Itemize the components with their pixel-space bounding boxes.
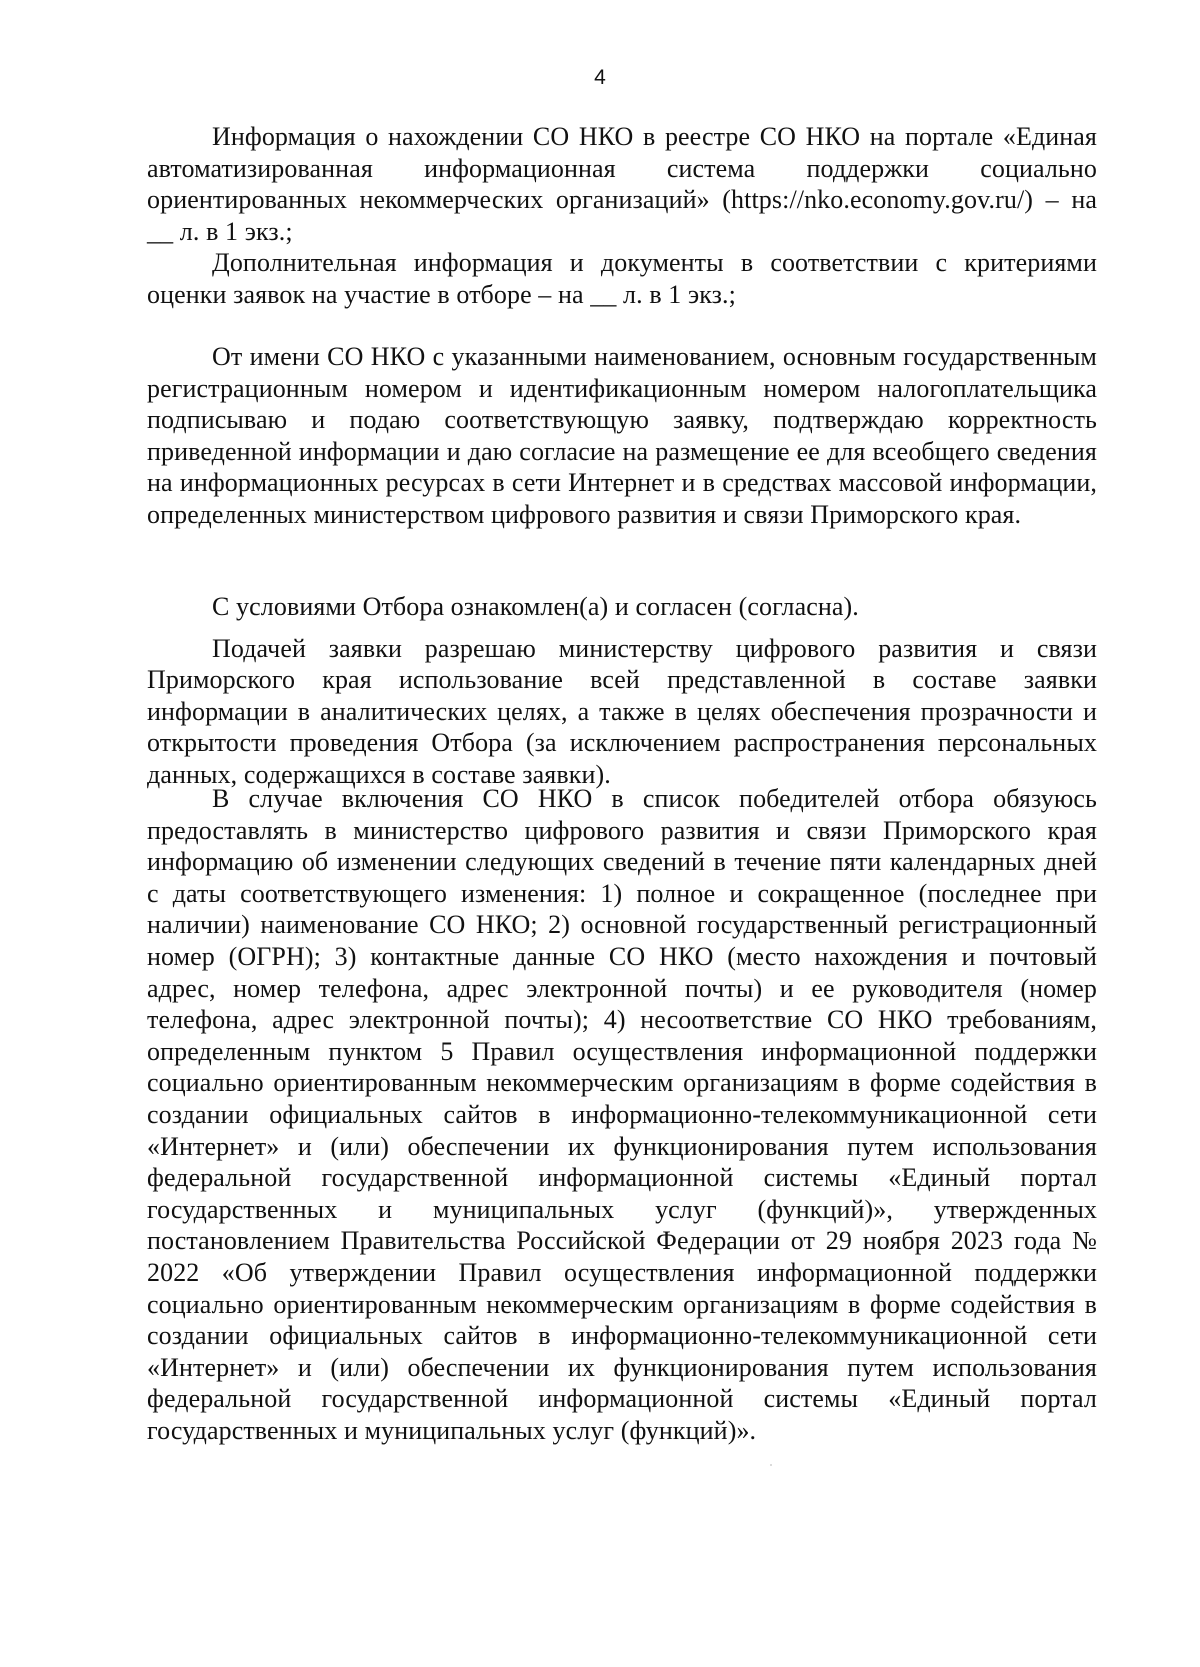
obligations-block bbox=[147, 783, 1097, 1446]
paragraph-permission: Подачей заявки разрешаю министерству цифрового развития и связи Приморского края использование всей представленной в составе заявки информации в аналитических целях, а также в целях обеспечения прозрачности и открытости проведения Отбора (за исключением распространения персональных данных, содержащихся в составе заявки). bbox=[147, 633, 1097, 789]
paragraph-conditions-agreement: С условиями Отбора ознакомлен(а) и согласен (согласна). bbox=[212, 592, 859, 621]
paragraph-obligations: В случае включения СО НКО в список победителей отбора обязуюсь предоставлять в министерство цифрового развития и связи Приморского края информацию об изменении следующих сведений в течение пяти календарных дней с даты соответствующего изменения: 1) полное и сокращенное (последнее при наличии) наименование СО НКО; 2) основной государственный регистрационный номер (ОГРН); 3) контактные данные СО НКО (место нахождения и почтовый адрес, номер телефона, адрес электронной почты) и ее руководителя (номер телефона, адрес электронной почты); 4) несоответствие СО НКО требованиям, определенным пунктом 5 Правил осуществления информационной поддержки социально ориентированным некоммерческим организациям в форме содействия в создании официальных сайтов в информационно-телекоммуникационной сети «Интернет» и (или) обеспечении их функционирования путем использования федеральной государственной информационной системы «Единый портал государственных и муниципальных услуг (функций)», утвержденных постановлением Правительства Российской Федерации от 29 ноября 2023 года № 2022 «Об утверждении Правил осуществления информационной поддержки социально ориентированным некоммерческим организациям в форме содействия в создании официальных сайтов в информационно-телекоммуникационной сети «Интернет» и (или) обеспечении их функционирования путем использования федеральной государственной информационной системы «Единый портал государственных и муниципальных услуг (функций)». bbox=[147, 784, 1097, 1445]
consent-block bbox=[147, 341, 1097, 531]
paragraph-additional-info: Дополнительная информация и документы в соответствии с критериями оценки заявок на участие в отборе – на __ л. в 1 экз.; bbox=[147, 248, 1097, 309]
scan-speck bbox=[770, 1464, 772, 1466]
paragraph-consent: От имени СО НКО с указанными наименованием, основным государственным регистрационным номером и идентификационным номером налогоплательщика подписываю и подаю соответствующую заявку, подтверждаю корректность приведенной информации и даю согласие на размещение ее для всеобщего сведения на информационных ресурсах в сети Интернет и в средствах массовой информации, определенных министерством цифрового развития и связи Приморского края. bbox=[147, 342, 1097, 529]
paragraph-registry-info: Информация о нахождении СО НКО в реестре СО НКО на портале «Единая автоматизированная информационная система поддержки социально ориентированных некоммерческих организаций» (https://nko.economy.gov.ru/) – на __ л. в 1 экз.; bbox=[147, 122, 1097, 246]
page-number: 4 bbox=[594, 66, 606, 89]
conditions-block bbox=[147, 591, 1097, 791]
attachments-block bbox=[147, 121, 1097, 311]
